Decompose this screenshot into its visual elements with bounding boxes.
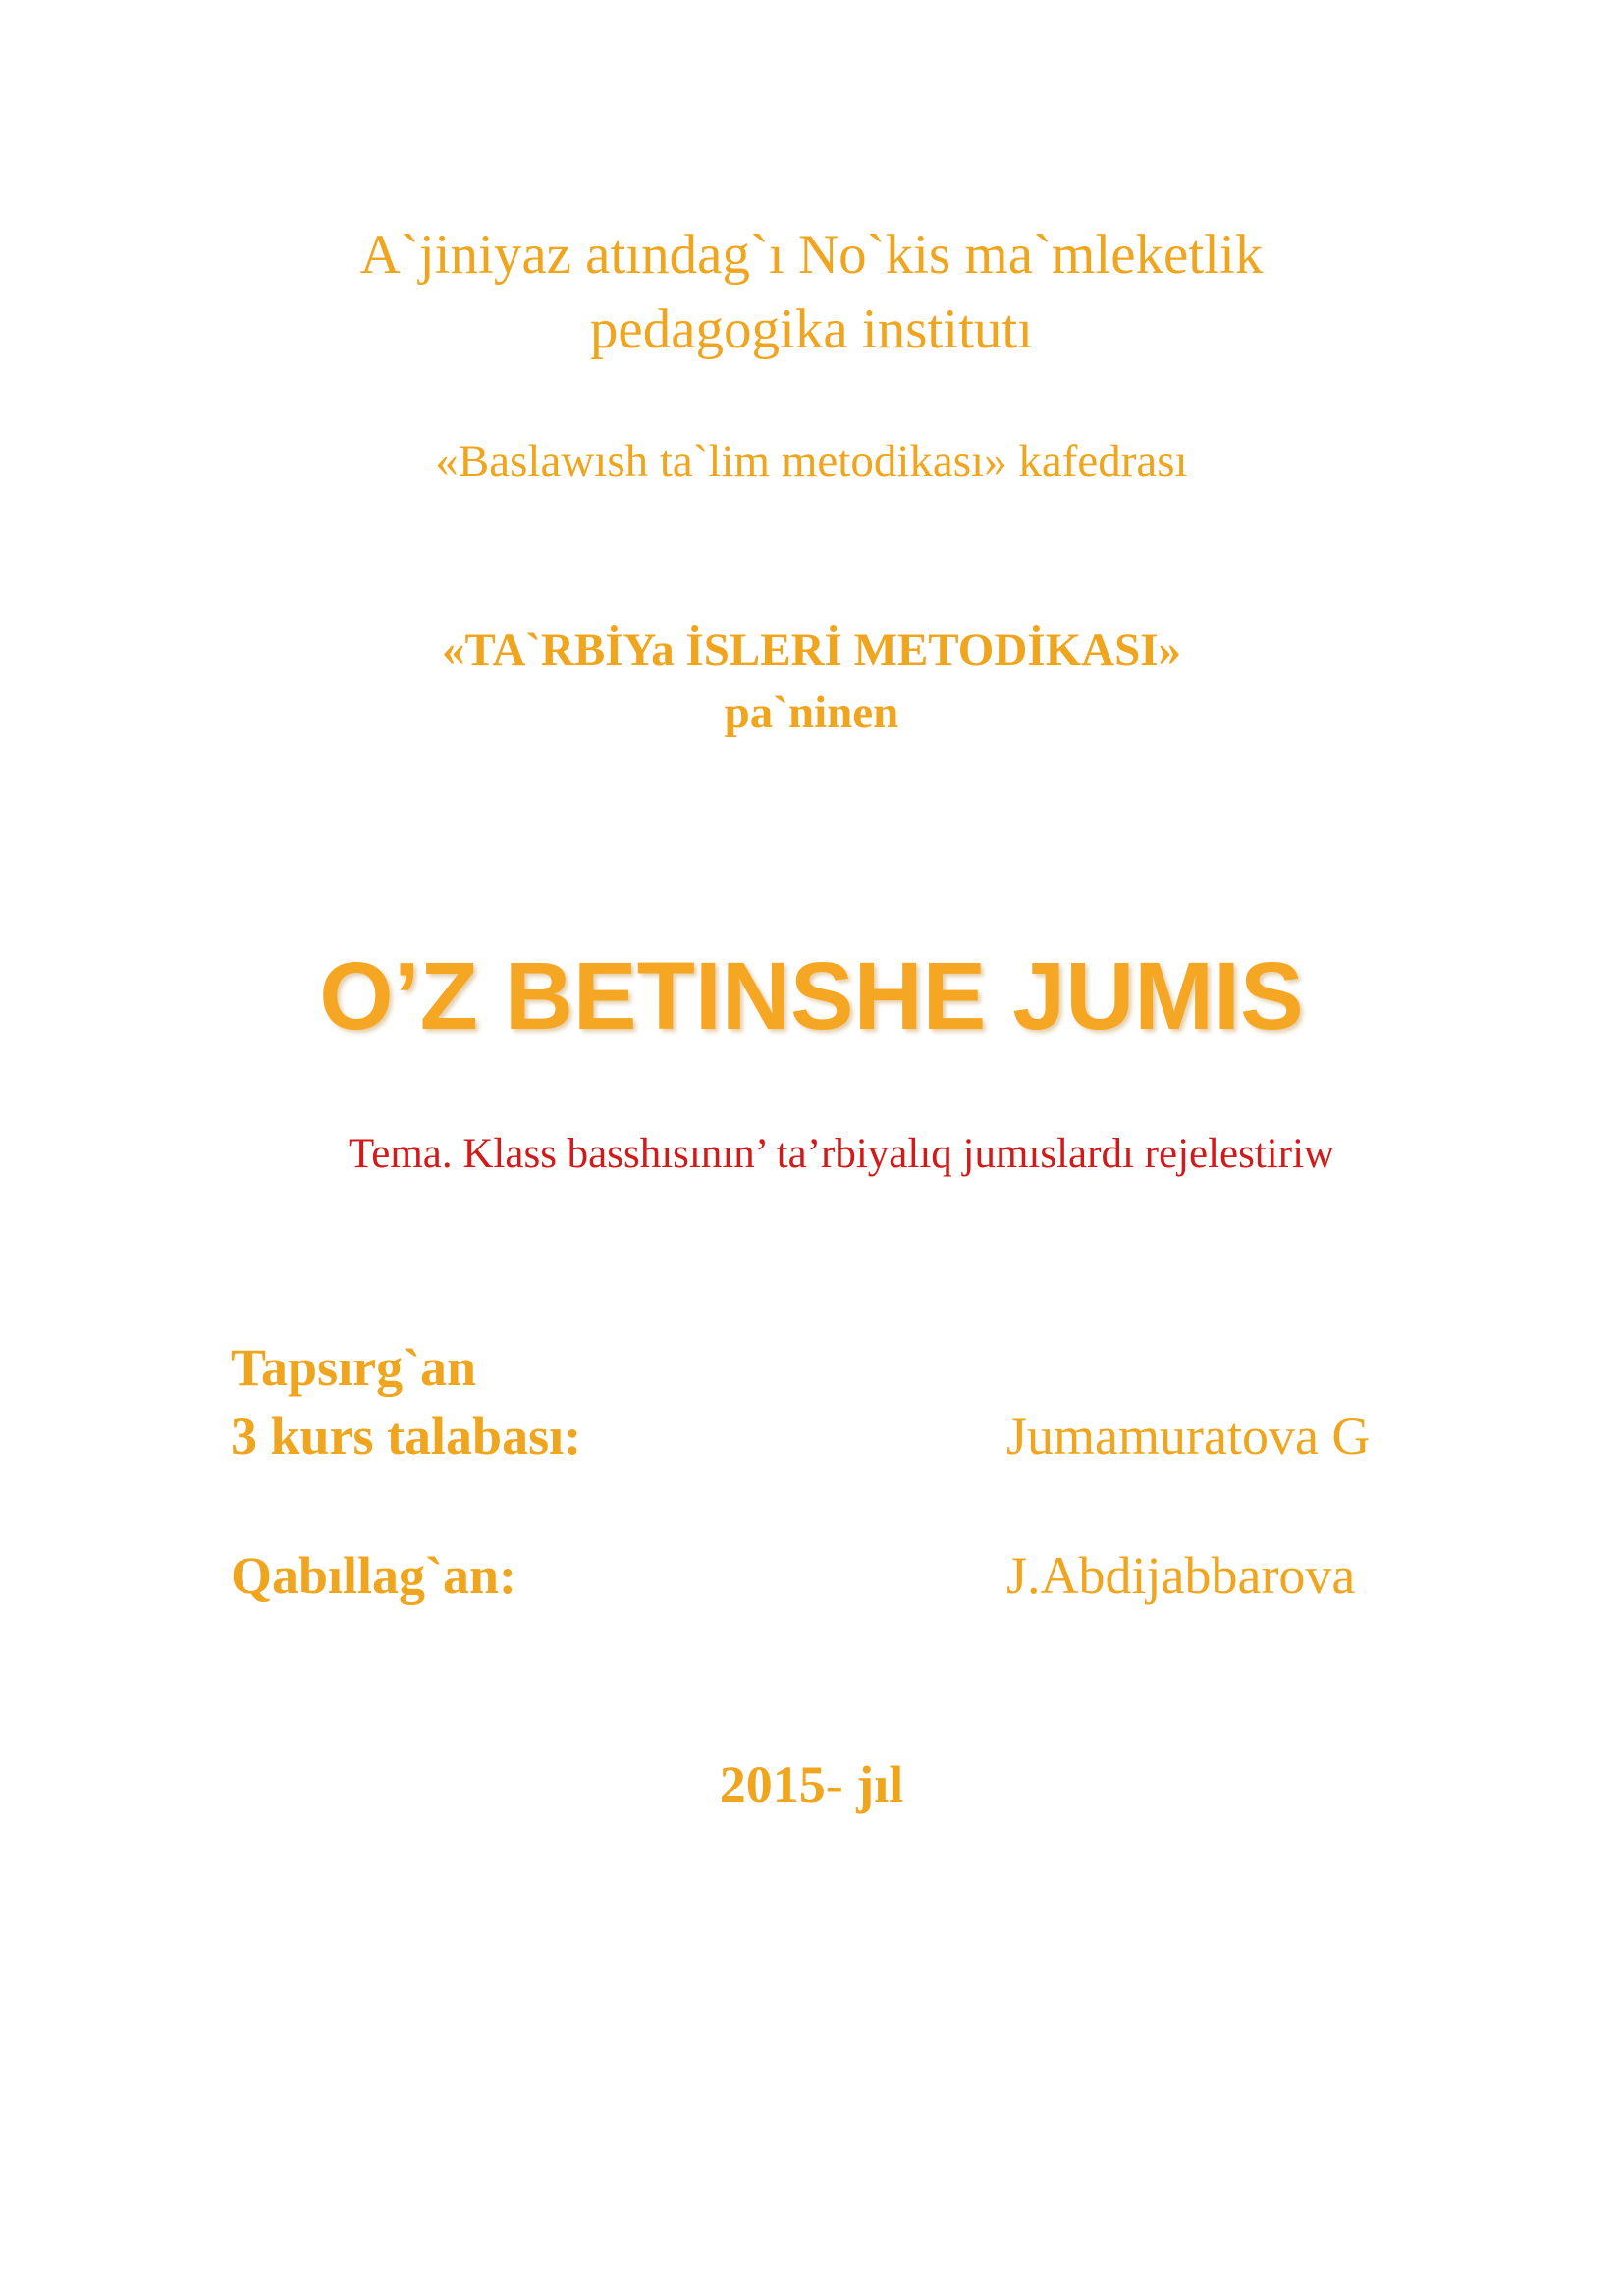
institute-name-line1: A`jiniyaz atındag`ı No`kis ma`mleketlik	[359, 224, 1264, 286]
accepted-by-label: Qabıllag`an:	[231, 1546, 517, 1605]
subject-suffix: pa`ninen	[724, 687, 899, 738]
teacher-name: J.Abdijabbarova	[1006, 1546, 1356, 1605]
institute-name-line2: pedagogika institutı	[589, 298, 1034, 360]
topic-line: Tema. Klass basshısının’ ta’rbiyalıq jumıslardı rejelestiriw	[349, 1131, 1335, 1177]
institute-name	[0, 218, 1623, 367]
submitted-by-label: Tapsırg`an	[231, 1338, 477, 1397]
year-label: 2015- jıl	[719, 1755, 904, 1814]
student-name: Jumamuratova G	[1006, 1407, 1371, 1466]
document-title: O’Z BETINSHE JUMIS	[319, 942, 1304, 1049]
department-name: «Baslawısh ta`lim metodikası» kafedrası	[435, 436, 1188, 487]
student-label: 3 kurs talabası:	[231, 1407, 582, 1466]
subject-name: «TA`RBİYa İSLERİ METODİKASI»	[441, 624, 1182, 675]
